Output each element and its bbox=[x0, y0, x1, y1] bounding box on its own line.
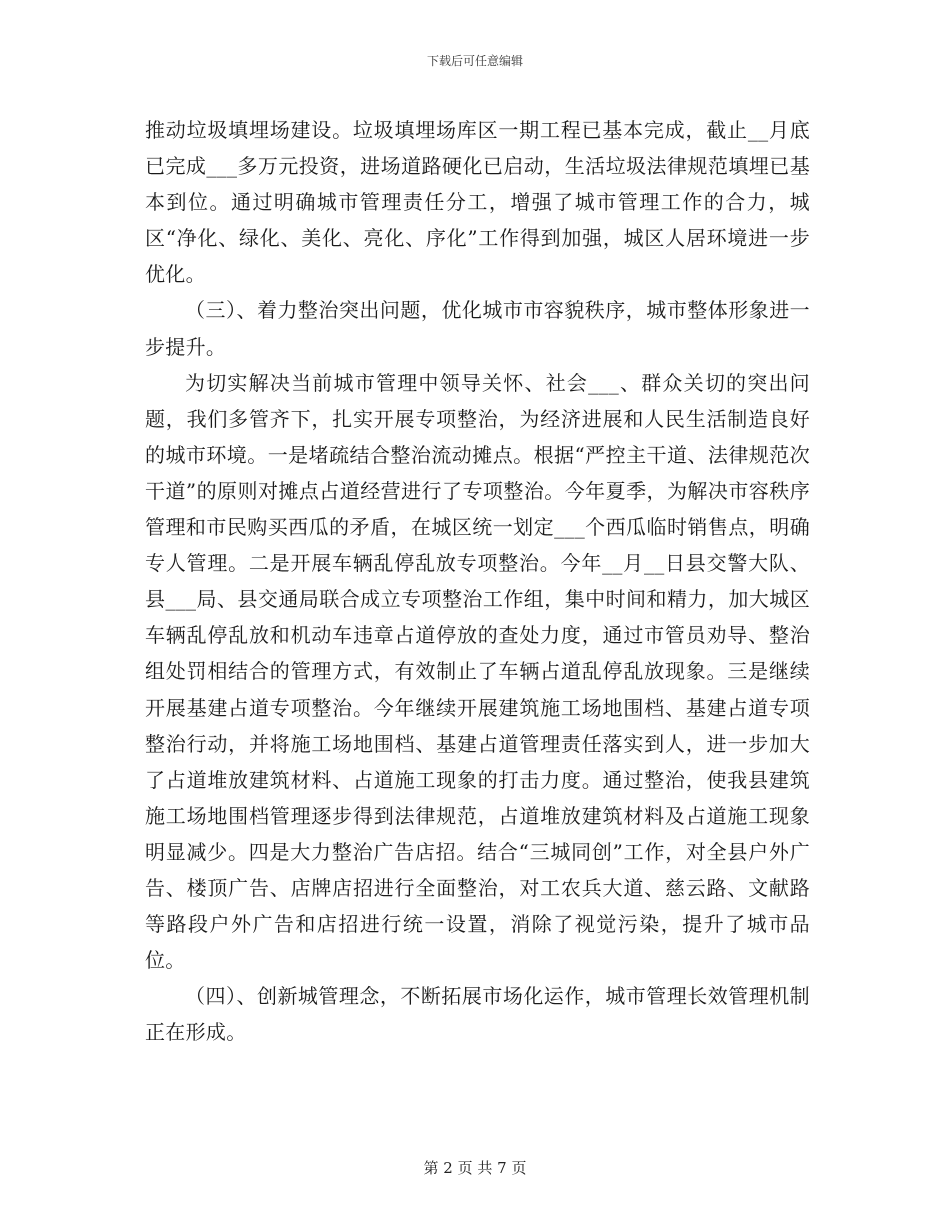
page-header-note: 下载后可任意编辑 bbox=[426, 54, 523, 68]
page-number: 第 2 页 共 7 页 bbox=[423, 1159, 527, 1177]
paragraph-rectification: 为切实解决当前城市管理中领导关怀、社会___、群众关切的突出问题，我们多管齐下，扎实开展专项整治，为经济进展和人民生活制造良好的城市环境。一是堵疏结合整治流动摊点。根据“严控主干道、法律规范次干道”的原则对摊点占道经营进行了专项整治。今年夏季，为解决市容秩序管理和市民购买西瓜的矛盾，在城区统一划定___个西瓜临时销售点，明确专人管理。二是开展车辆乱停乱放专项整治。今年__月__日县交警大队、县___局、县交通局联合成立专项整治工作组，集中时间和精力，加大城区车辆乱停乱放和机动车违章占道停放的查处力度，通过市管员劝导、整治组处罚相结合的管理方式，有效制止了车辆占道乱停乱放现象。三是继续开展基建占道专项整治。今年继续开展建筑施工场地围档、基建占道专项整治行动，并将施工场地围档、基建占道管理责任落实到人，进一步加大了占道堆放建筑材料、占道施工现象的打击力度。通过整治，使我县建筑施工场地围档管理逐步得到法律规范，占道堆放建筑材料及占道施工现象明显减少。四是大力整治广告店招。结合“三城同创”工作，对全县户外广告、楼顶广告、店牌店招进行全面整治，对工农兵大道、慈云路、文献路等路段户外广告和店招进行统一设置，消除了视觉污染，提升了城市品位。 bbox=[145, 370, 810, 973]
section-heading-3: （三）、着力整治突出问题，优化城市市容貌秩序，城市整体形象进一步提升。 bbox=[145, 298, 810, 359]
section-heading-4: （四）、创新城管理念，不断拓展市场化运作，城市管理长效管理机制正在形成。 bbox=[145, 984, 810, 1045]
document-body bbox=[145, 112, 810, 1050]
paragraph-landfill: 推动垃圾填埋场建设。垃圾填埋场库区一期工程已基本完成，截止__月底已完成___多万元投资，进场道路硬化已启动，生活垃圾法律规范填埋已基本到位。通过明确城市管理责任分工，增强了城市管理工作的合力，城区“净化、绿化、美化、亮化、序化”工作得到加强，城区人居环境进一步优化。 bbox=[145, 118, 810, 287]
